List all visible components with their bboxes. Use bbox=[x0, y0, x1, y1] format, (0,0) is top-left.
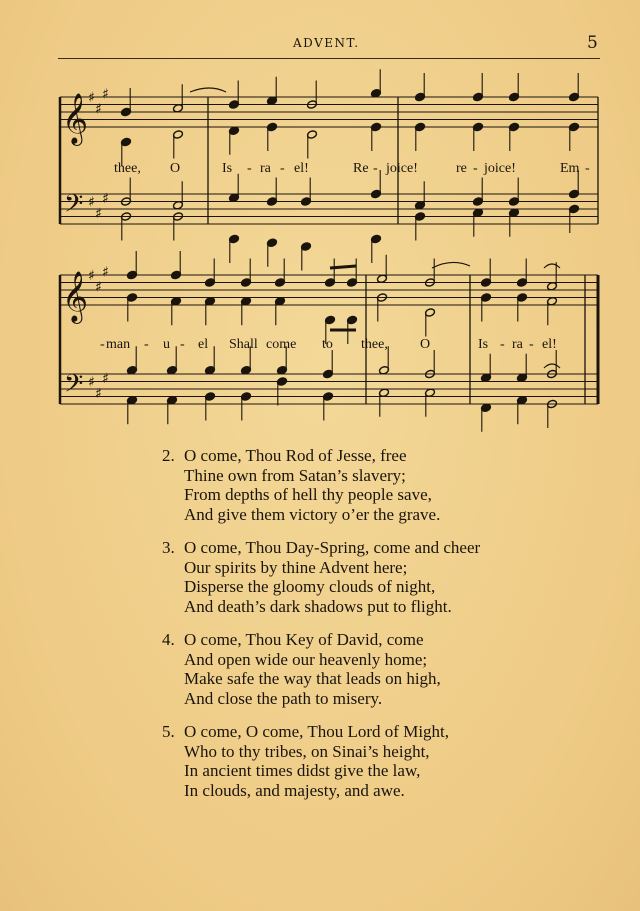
verse-line: O come, O come, Thou Lord of Might, bbox=[184, 722, 450, 741]
fermata bbox=[544, 364, 560, 368]
lyric: ra bbox=[260, 161, 271, 176]
verse-line: O come, Thou Rod of Jesse, free bbox=[184, 446, 407, 465]
verse-line: Our spirits by thine Advent here; bbox=[184, 557, 408, 577]
verse-number: 5. bbox=[162, 722, 175, 741]
lyric: Is bbox=[222, 161, 233, 176]
verse-line: O come, Thou Key of David, come bbox=[184, 630, 424, 649]
system2-lyrics bbox=[100, 337, 557, 352]
lyric: el! bbox=[294, 161, 309, 176]
page-number: 5 bbox=[587, 33, 598, 53]
lyric: thee, bbox=[114, 161, 141, 176]
lyric: Shall bbox=[229, 337, 258, 352]
lyric: Em bbox=[560, 161, 580, 176]
fermata bbox=[544, 264, 560, 268]
verse-3 bbox=[162, 538, 480, 616]
sharp-sign: ♯ bbox=[102, 86, 109, 103]
verse-line: Who to thy tribes, on Sinai’s height, bbox=[184, 741, 430, 761]
lyric: - bbox=[373, 161, 378, 176]
lyric: - bbox=[280, 161, 285, 176]
sharp-sign: ♯ bbox=[88, 194, 95, 211]
sharp-sign: ♯ bbox=[95, 279, 102, 296]
lyric: O bbox=[420, 337, 431, 352]
lyric: - bbox=[473, 161, 478, 176]
lyric: O bbox=[170, 161, 181, 176]
verses bbox=[162, 446, 480, 814]
lyric: to bbox=[322, 337, 333, 352]
verse-2 bbox=[162, 446, 480, 524]
verse-line: In ancient times didst give the law, bbox=[184, 761, 421, 780]
verse-5 bbox=[162, 722, 480, 800]
verse-line: O come, Thou Day-Spring, come and cheer bbox=[184, 538, 481, 557]
verse-line: Make safe the way that leads on high, bbox=[184, 669, 441, 688]
lyric: - bbox=[247, 161, 252, 176]
lyric: come bbox=[266, 337, 297, 352]
verse-line: And give them victory o’er the grave. bbox=[184, 504, 441, 524]
treble-clef: 𝄞 bbox=[62, 271, 89, 322]
verse-number: 2. bbox=[162, 446, 175, 465]
verse-line: In clouds, and majesty, and awe. bbox=[184, 780, 405, 800]
lyric: - bbox=[180, 337, 185, 352]
lyric: - bbox=[500, 337, 505, 352]
lyric: ra bbox=[512, 337, 523, 352]
lyric: Is bbox=[478, 337, 489, 352]
verse-number: 3. bbox=[162, 538, 175, 557]
verse-line: Thine own from Satan’s slavery; bbox=[184, 465, 406, 485]
treble-clef: 𝄞 bbox=[62, 93, 89, 144]
lyric: thee, bbox=[361, 337, 388, 352]
verse-number: 4. bbox=[162, 630, 175, 649]
lyric: re bbox=[456, 161, 467, 176]
sharp-sign: ♯ bbox=[102, 264, 109, 281]
slur bbox=[190, 88, 226, 92]
verse-line: From depths of hell thy people save, bbox=[184, 485, 432, 504]
lyric: el! bbox=[542, 337, 557, 352]
lyric: man bbox=[106, 337, 131, 352]
slur bbox=[432, 262, 470, 268]
section-title: ADVENT. bbox=[293, 36, 360, 50]
lyric: - bbox=[100, 337, 105, 352]
sharp-sign: ♯ bbox=[95, 101, 102, 118]
lyric: - bbox=[529, 337, 534, 352]
music-score bbox=[0, 0, 640, 440]
verse-line: And death’s dark shadows put to flight. bbox=[184, 596, 452, 616]
lyric: Re bbox=[353, 161, 369, 176]
sharp-sign: ♯ bbox=[102, 190, 109, 207]
sharp-sign: ♯ bbox=[88, 90, 95, 106]
beam bbox=[330, 266, 356, 268]
bass-clef: 𝄢 bbox=[64, 369, 84, 405]
verse-4 bbox=[162, 630, 480, 708]
bass-clef: 𝄢 bbox=[64, 189, 84, 225]
verse-line: And close the path to misery. bbox=[184, 688, 383, 708]
verse-line: Disperse the gloomy clouds of night, bbox=[184, 577, 436, 596]
lyric: - bbox=[585, 161, 590, 176]
system1-lyrics bbox=[114, 161, 590, 176]
lyric: el bbox=[198, 337, 209, 352]
lyric: - bbox=[144, 337, 149, 352]
lyric: joice! bbox=[484, 161, 516, 176]
sharp-sign: ♯ bbox=[88, 268, 95, 284]
verse-line: And open wide our heavenly home; bbox=[184, 649, 428, 669]
lyric: u bbox=[163, 337, 170, 352]
sharp-sign: ♯ bbox=[88, 374, 95, 391]
sharp-sign: ♯ bbox=[95, 385, 102, 402]
lyric: joice! bbox=[386, 161, 418, 176]
sharp-sign: ♯ bbox=[95, 205, 102, 222]
sharp-sign: ♯ bbox=[102, 370, 109, 387]
